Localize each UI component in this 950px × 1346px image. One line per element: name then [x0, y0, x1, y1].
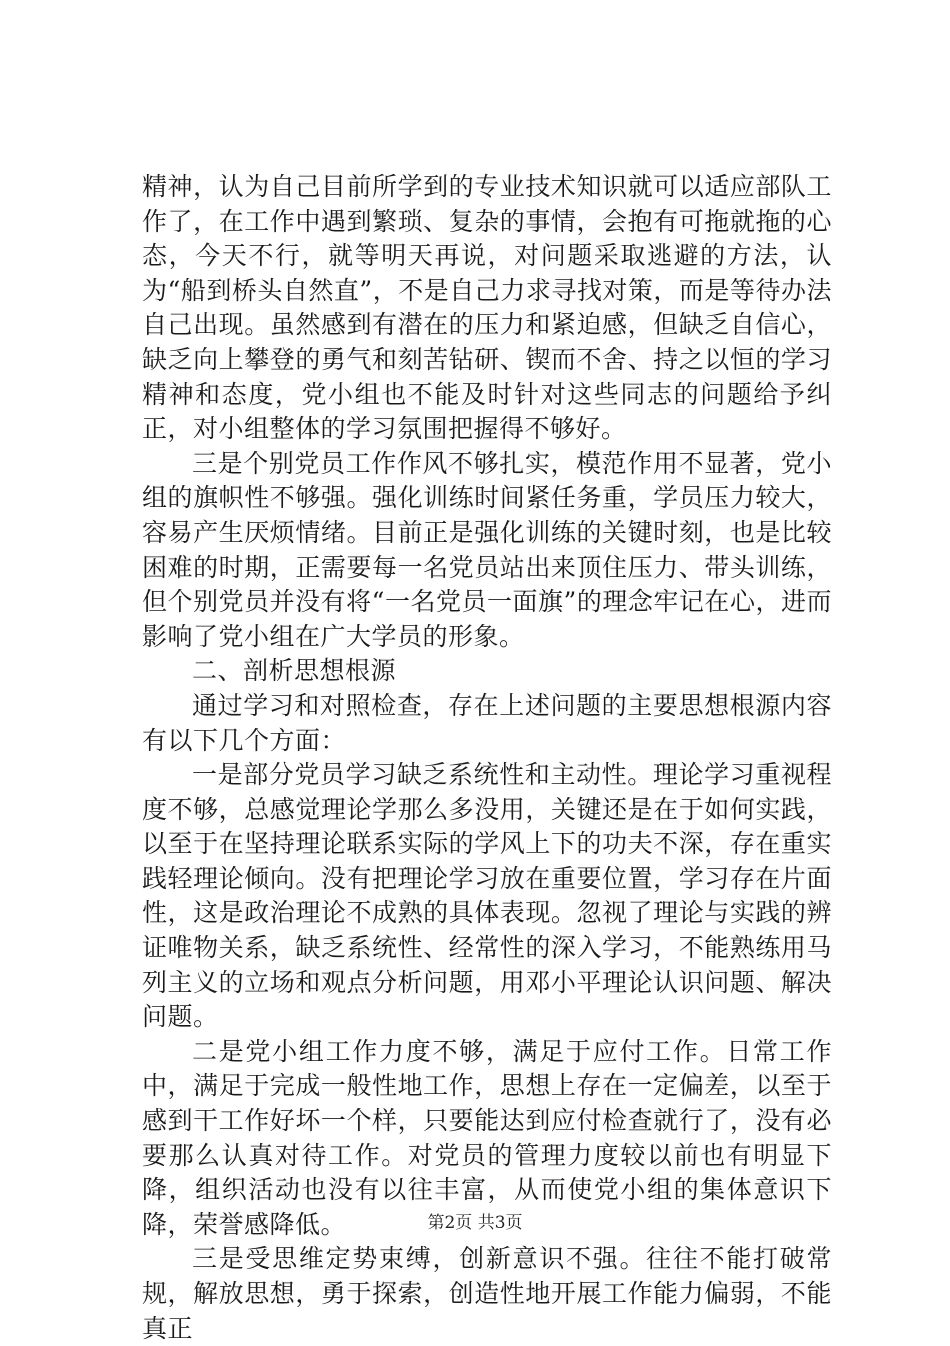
paragraph-2: 三是个别党员工作作风不够扎实，模范作用不显著，党小组的旗帜性不够强。强化训练时间紧任务重，学员压力较大，容易产生厌烦情绪。目前正是强化训练的关键时刻，也是比较困难的时期，正需要每一名党员站出来顶住压力、带头训练，但个别党员并没有将“一名党员一面旗”的理念牢记在心，进而影响了党小组在广大学员的形象。	[142, 448, 832, 651]
paragraph-6: 三是受思维定势束缚，创新意识不强。往往不能打破常规，解放思想，勇于探索，创造性地开展工作能力偏弱，不能真正	[142, 1244, 832, 1343]
page-footer: 第2页 共3页	[427, 1213, 523, 1233]
section-heading: 二、剖析思想根源	[192, 656, 397, 686]
paragraph-5: 二是党小组工作力度不够，满足于应付工作。日常工作中，满足于完成一般性地工作，思想上存在一定偏差，以至于感到干工作好坏一个样，只要能达到应付检查就行了，没有必要那么认真对待工作。对党员的管理力度较以前也有明显下降，组织活动也没有以往丰富，从而使党小组的集体意识下降，荣誉感降低。	[142, 1036, 832, 1239]
paragraph-3: 通过学习和对照检查，存在上述问题的主要思想根源内容有以下几个方面：	[142, 690, 832, 755]
document-body	[142, 170, 832, 1346]
paragraph-4: 一是部分党员学习缺乏系统性和主动性。理论学习重视程度不够，总感觉理论学那么多没用，关键还是在于如何实践，以至于在坚持理论联系实际的学风上下的功夫不深，存在重实践轻理论倾向。没有把理论学习放在重要位置，学习存在片面性，这是政治理论不成熟的具体表现。忽视了理论与实践的辨证唯物关系，缺乏系统性、经常性的深入学习，不能熟练用马列主义的立场和观点分析问题，用邓小平理论认识问题、解决问题。	[142, 760, 832, 1032]
paragraph-1: 精神，认为自己目前所学到的专业技术知识就可以适应部队工作了，在工作中遇到繁琐、复杂的事情，会抱有可拖就拖的心态，今天不行，就等明天再说，对问题采取逃避的方法，认为“船到桥头自然直”，不是自己力求寻找对策，而是等待办法自己出现。虽然感到有潜在的压力和紧迫感，但缺乏自信心，缺乏向上攀登的勇气和刻苦钻研、锲而不舍、持之以恒的学习精神和态度，党小组也不能及时针对这些同志的问题给予纠正，对小组整体的学习氛围把握得不够好。	[142, 172, 832, 444]
